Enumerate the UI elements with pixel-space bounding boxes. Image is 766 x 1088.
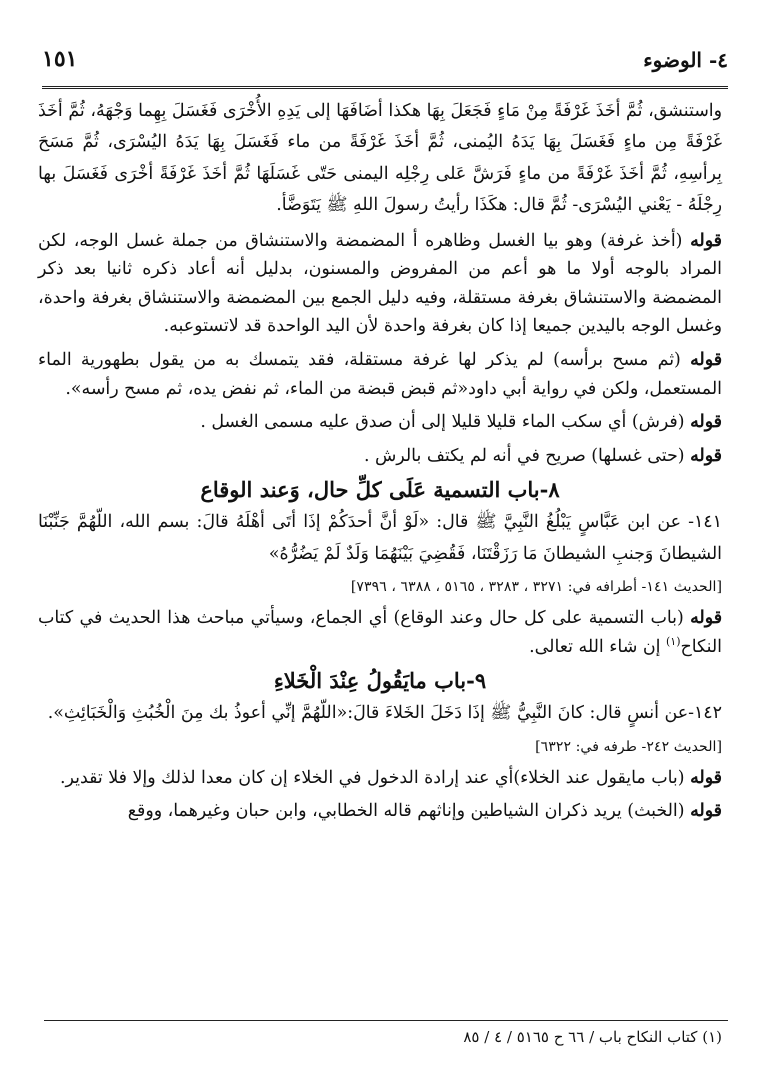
hadith-142: ١٤٢-عن أنسٍ قال: كانَ النَّبِيُّ ﷺ إذَا دَخَلَ الخَلاءَ قالَ:«اللّهُمَّ إنِّي أعوذُ بك مِنَ الْخُبُثِ وَالْخَبَائِثِ». <box>47 703 722 724</box>
page-header <box>42 40 728 89</box>
qawl-label: قوله <box>690 608 723 629</box>
footnote-divider <box>44 1020 728 1021</box>
chapter-heading-9: ٩-باب مايَقُولُ عِنْدَ الْخَلاءِ <box>273 668 487 694</box>
commentary-text: (ثم مسح برأسه) لم يذكر لها غرفة مستقلة، فقد يتمسك به من يقول بطهورية الماء المستعمل، ولكن في رواية أبي داود«ثم قبض قبضة من الماء، ثم نفض يده، ثم مسح رأسه». <box>38 350 722 399</box>
qawl-label: قوله <box>690 801 722 822</box>
commentary-paragraph <box>38 408 722 437</box>
chapter-heading-8: ٨-باب التسمية عَلَى كلِّ حال، وَعند الوقاع <box>200 477 560 503</box>
hadith-141-reference: [الحديث ١٤١- أطرافه في: ٣٢٧١ ، ٣٢٨٣ ، ٥١٦٥ ، ٦٣٨٨ ، ٧٣٩٦] <box>350 579 722 596</box>
qawl-label: قوله <box>690 412 722 433</box>
commentary-paragraph <box>38 604 722 661</box>
page-body <box>38 96 722 831</box>
commentary-text: (باب التسمية على كل حال وعند الوقاع) أي الجماع، وسيأتي مباحث هذا الحديث في كتاب النكاح <box>38 608 722 657</box>
qawl-label: قوله <box>690 767 722 788</box>
commentary-paragraph <box>38 442 722 471</box>
commentary-text: (الخبث) يريد ذكران الشياطين وإناثهم قاله الخطابي، وابن حبان وغيرهما، ووقع <box>127 801 685 822</box>
page-number: ١٥١ <box>42 46 78 72</box>
qawl-label: قوله <box>690 445 722 466</box>
hadith-141: ١٤١- عن ابن عَبَّاسٍ يَبْلُغُ النَّبِيَّ ﷺ قال: «لَوْ أنَّ أحدَكُمْ إذَا أتَى أهْلَهُ قالَ: بسم الله، اللّهُمَّ جَنِّبْنَا الشيطانَ وَجنبِ الشيطانَ مَا رَزَقْتَنَا، فَقُضِيَ بَيْنَهُمَا وَلَدٌ لَمْ يَضُرُّهُ» <box>38 512 722 564</box>
hadith-142-reference: [الحديث ٢٤٢- طرفه في: ٦٣٢٢] <box>535 738 722 755</box>
commentary-paragraph <box>38 797 722 826</box>
qawl-label: قوله <box>690 230 722 251</box>
commentary-text: (حتى غسلها) صريح في أنه لم يكتف بالرش . <box>363 445 685 466</box>
commentary-text: (فرش) أي سكب الماء قليلا قليلا إلى أن صدق عليه مسمى الغسل . <box>200 412 685 433</box>
commentary-text: (باب مايقول عند الخلاء)أي عند إرادة الدخول في الخلاء إن كان معدا لذلك وإلا فلا تقدير. <box>59 767 685 788</box>
footnote-marker: (١) <box>665 634 681 648</box>
commentary-text: إن شاء الله تعالى. <box>529 636 666 657</box>
qawl-label: قوله <box>690 350 723 370</box>
footnote: (١) كتاب النكاح باب / ٦٦ ح ٥١٦٥ / ٤ / ٨٥ <box>463 1028 722 1046</box>
commentary-text: (أخذ غرفة) وهو بيا الغسل وظاهره أ المضمضة والاستنشاق من جملة غسل الوجه، لكن المراد بالوجه أولا ما هو أعم من المفروض والمسنون، بدليل أنه أعاد ذكره ثانيا بعد ذكر المضمضة والاستنشاق بغرفة مستقلة، وفيه دليل الجمع بين المضمضة والاستنشاق بغرفة واحدة، وغسل الوجه باليدين جميعا إذا كان بغرفة واحدة لأن اليد الواحدة قد لاتستوعبه. <box>38 230 722 337</box>
commentary-paragraph <box>38 227 722 341</box>
commentary-paragraph <box>38 764 722 793</box>
chapter-title: ٤- الوضوء <box>643 48 728 72</box>
hadith-text-continued: واستنشق، ثُمَّ أخَذَ غَرْفَةً مِنْ مَاءٍ فَجَعَلَ بِهَا هكذا أضَافَهَا إلى يَدِهِ الأُخْرَى فَغَسَلَ بِهِما وَجْهَهُ، ثُمَّ أخَذَ غَرْفَةً مِن ماءٍ فَغَسَلَ بِهَا يَدَهُ اليُمنى، ثُمَّ أخَذَ غَرْفَةً من ماء فَغَسَلَ بِهَا يَدَهُ اليُسْرَى، ثُمَّ مَسَحَ بِرأسِهِ، ثُمَّ أخَذَ غَرْفَةً من ماءٍ فَرَشَّ عَلى رِجْلِه اليمنى حَتّى غَسَلَهَا ثُمَّ أخَذَ غَرْفَةً أخْرَى فَغَسَلَ بها رِجْلَهُ - يَعْني اليُسْرَى- ثُمَّ قال: هكَذَا رأيتُ رسولَ اللهِ ﷺ يَتَوَضَّأ. <box>38 101 722 216</box>
commentary-paragraph <box>38 346 722 403</box>
